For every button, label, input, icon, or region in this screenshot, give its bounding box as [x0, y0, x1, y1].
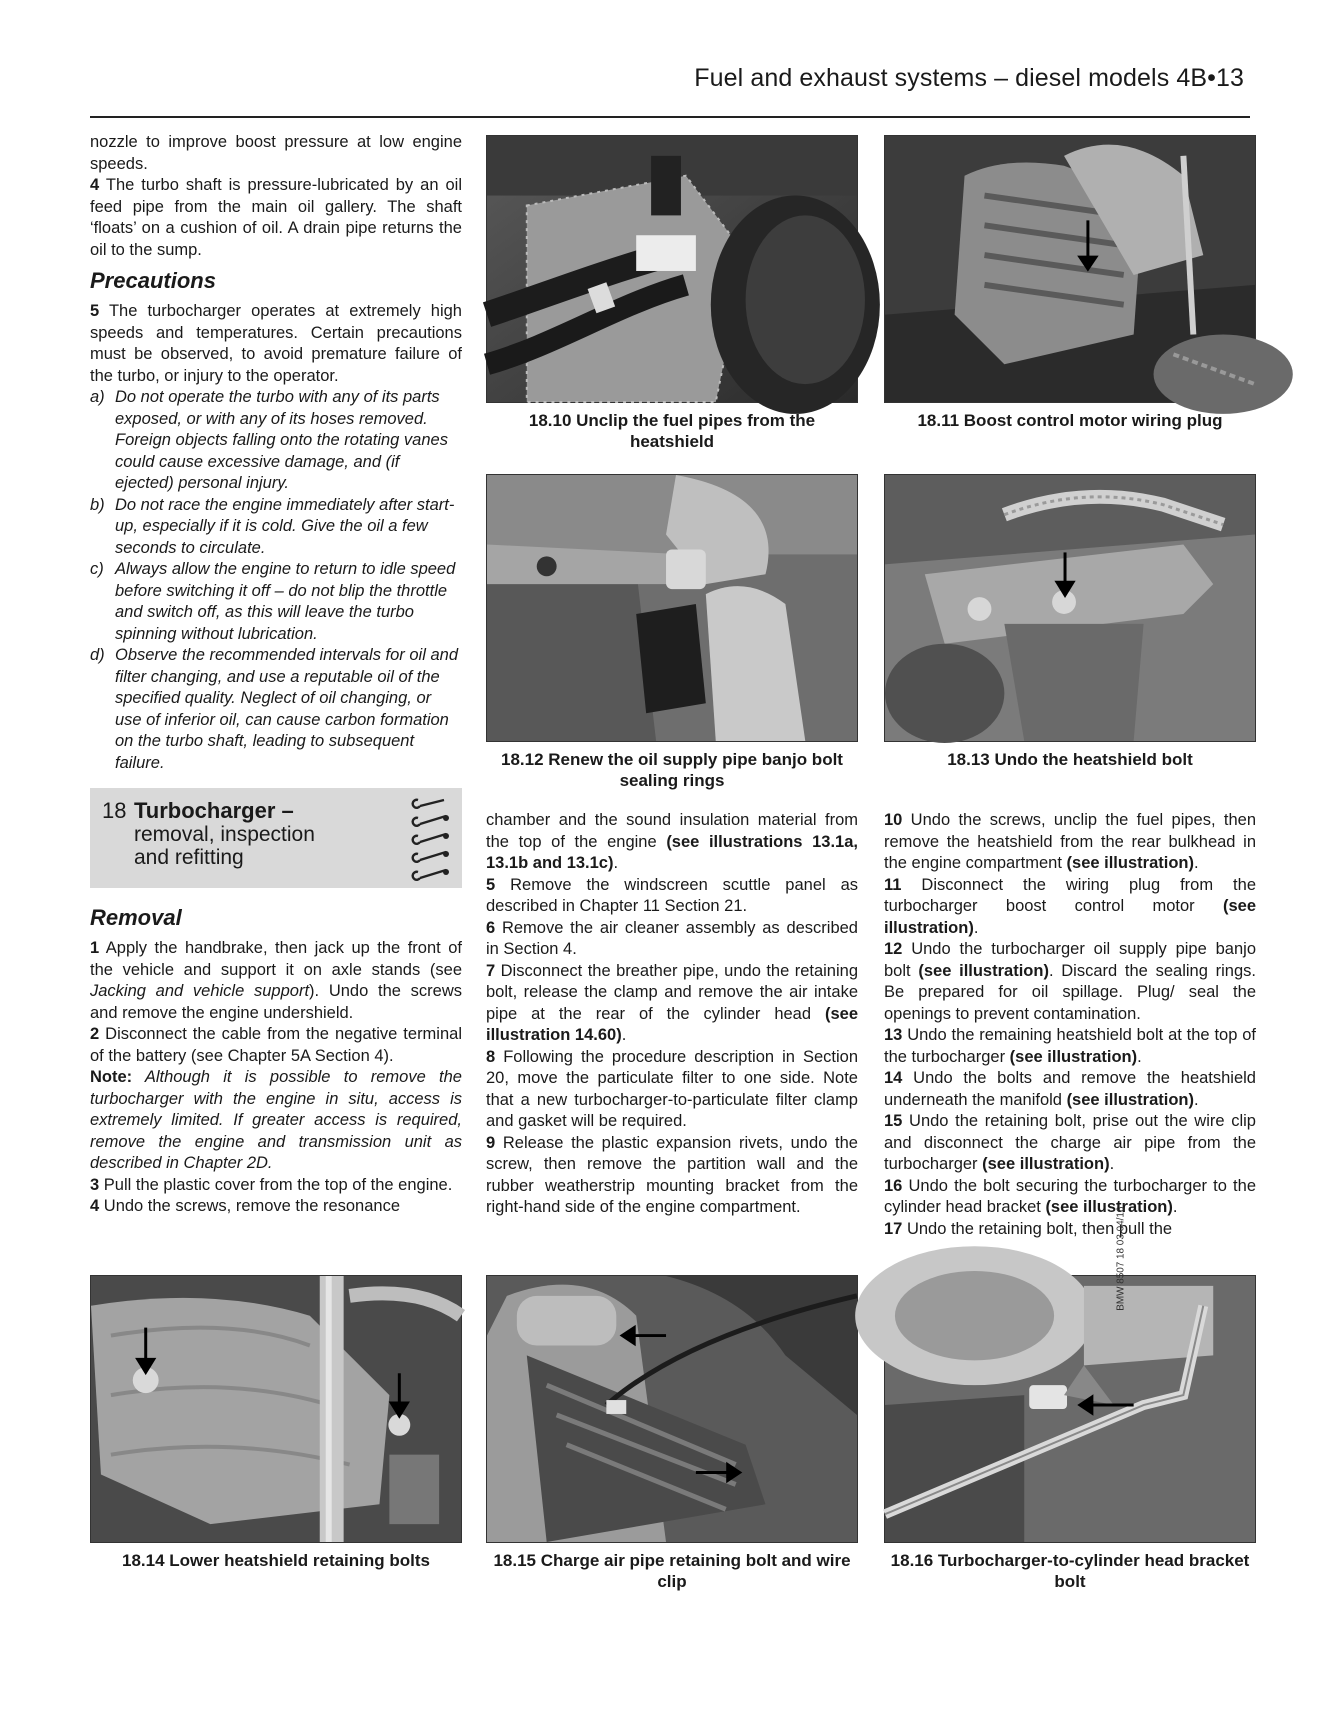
step-14: 14 Undo the bolts and remove the heatshield underneath the manifold (see illustration). — [884, 1069, 1256, 1109]
removal-note: Note: Although it is possible to remove the turbocharger with the engine in situ, access is extremely limited. If greater access is required, remove the engine and transmission unit as described in Chapter 2D. — [90, 1068, 462, 1172]
column-2 — [486, 810, 858, 1219]
step-8: 8 Following the procedure description in Section 20, move the particulate filter to one side. Note that a new turbocharger-to-particulate filter clamp and gasket will be required. — [486, 1047, 858, 1130]
section-subtitle-2: and refitting — [134, 846, 244, 869]
caption-18-10: 18.10 Unclip the fuel pipes from the heatshield — [528, 411, 816, 451]
photo-18-11 — [884, 135, 1256, 403]
precaution-b: b) Do not race the engine immediately after start-up, especially if it is cold. Give the oil a few seconds to circulate. — [90, 495, 455, 557]
caption-18-16: 18.16 Turbocharger-to-cylinder head bracket bolt — [890, 1551, 1250, 1591]
para-4: 4 The turbo shaft is pressure-lubricated by an oil feed pipe from the main oil gallery. The shaft ‘floats’ on a cushion of oil. A drain pipe returns the oil to the sump. — [90, 176, 462, 259]
step-12: 12 Undo the turbocharger oil supply pipe banjo bolt (see illustration). Discard the sealing rings. Be prepared for oil spillage. Plug/ seal the openings to prevent contamination. — [884, 940, 1256, 1023]
para-5: 5 The turbocharger operates at extremely high speeds and temperatures. Certain precautions must be observed, to avoid premature failure of the turbo, or injury to the operator. — [90, 302, 462, 385]
step-13: 13 Undo the remaining heatshield bolt at the top of the turbocharger (see illustration). — [884, 1026, 1256, 1066]
photo-label: BMW 8507 18 03 04/16 — [1115, 1206, 1127, 1311]
precaution-a: a) Do not operate the turbo with any of its parts exposed, or with any of its hoses removed. Foreign objects falling onto the rotating vanes could cause excessive damage, and (if ejected) personal injury. — [90, 388, 448, 492]
caption-18-13: 18.13 Undo the heatshield bolt — [947, 750, 1193, 769]
column-1-removal — [90, 898, 462, 1218]
page-header — [90, 58, 1250, 118]
section-number: 18 — [102, 798, 127, 823]
removal-1: 1 Apply the handbrake, then jack up the front of the vehicle and support it on axle stands (see Jacking and vehicle support). Undo the screws and remove the engine undershield. — [90, 939, 462, 1022]
caption-18-12: 18.12 Renew the oil supply pipe banjo bolt sealing rings — [501, 750, 843, 790]
photo-18-10 — [486, 135, 858, 403]
step-16: 16 Undo the bolt securing the turbocharger to the cylinder head bracket (see illustration). — [884, 1176, 1256, 1216]
step-11: 11 Disconnect the wiring plug from the turbocharger boost control motor (see illustration). — [884, 875, 1256, 937]
page-title: Fuel and exhaust systems – diesel models 4B•13 — [694, 64, 1244, 92]
photo-18-15 — [486, 1275, 858, 1543]
precaution-d: d) Observe the recommended intervals for oil and filter changing, and use a reputable oil of the specified quality. Neglect of oil changing, or use of inferior oil, can cause carbon formation on the turbo shaft, leading to subsequent failure. — [90, 646, 459, 772]
precautions-list — [90, 387, 462, 774]
heading-precautions: Precautions — [90, 268, 216, 293]
para-intro: nozzle to improve boost pressure at low engine speeds. — [90, 133, 462, 173]
photo-18-12 — [486, 474, 858, 742]
section-title: Turbocharger – — [134, 798, 294, 823]
heading-removal: Removal — [90, 905, 182, 930]
section-subtitle-1: removal, inspection — [134, 823, 315, 846]
photo-18-14 — [90, 1275, 462, 1543]
removal-4: 4 Undo the screws, remove the resonance — [90, 1197, 401, 1215]
step-9: 9 Release the plastic expansion rivets, undo the screw, then remove the partition wall and the rubber weatherstrip mounting bracket from the right-hand side of the engine compartment. — [486, 1133, 858, 1216]
caption-18-14: 18.14 Lower heatshield retaining bolts — [122, 1551, 430, 1570]
difficulty-spanner-icon — [414, 796, 454, 882]
removal-2: 2 Disconnect the cable from the negative terminal of the battery (see Chapter 5A Section 4). — [90, 1025, 462, 1065]
step-17: 17 Undo the retaining bolt, then pull the — [884, 1219, 1173, 1238]
caption-18-11: 18.11 Boost control motor wiring plug — [917, 411, 1223, 430]
col2-continuation: chamber and the sound insulation material from the top of the engine (see illustrations 13.1a, 13.1b and 13.1c). — [486, 811, 858, 872]
caption-18-15: 18.15 Charge air pipe retaining bolt and wire clip — [493, 1551, 851, 1591]
step-15: 15 Undo the retaining bolt, prise out the wire clip and disconnect the charge air pipe from the turbocharger (see illustration). — [884, 1112, 1256, 1173]
section-heading-box — [90, 788, 462, 888]
removal-3: 3 Pull the plastic cover from the top of the engine. — [90, 1175, 453, 1194]
column-3 — [884, 810, 1256, 1240]
precaution-c: c) Always allow the engine to return to idle speed before switching it off – do not blip the throttle and switch off, as this will leave the turbo spinning without lubrication. — [90, 560, 456, 643]
step-5: 5 Remove the windscreen scuttle panel as described in Chapter 11 Section 21. — [486, 875, 858, 915]
step-10: 10 Undo the screws, unclip the fuel pipes, then remove the heatshield from the rear bulkhead in the engine compartment (see illustration). — [884, 811, 1256, 872]
step-6: 6 Remove the air cleaner assembly as described in Section 4. — [486, 918, 858, 958]
column-1 — [90, 132, 462, 774]
photo-18-13 — [884, 474, 1256, 742]
step-7: 7 Disconnect the breather pipe, undo the retaining bolt, release the clamp and remove the air intake pipe at the rear of the cylinder head (see illustration 14.60). — [486, 961, 858, 1044]
